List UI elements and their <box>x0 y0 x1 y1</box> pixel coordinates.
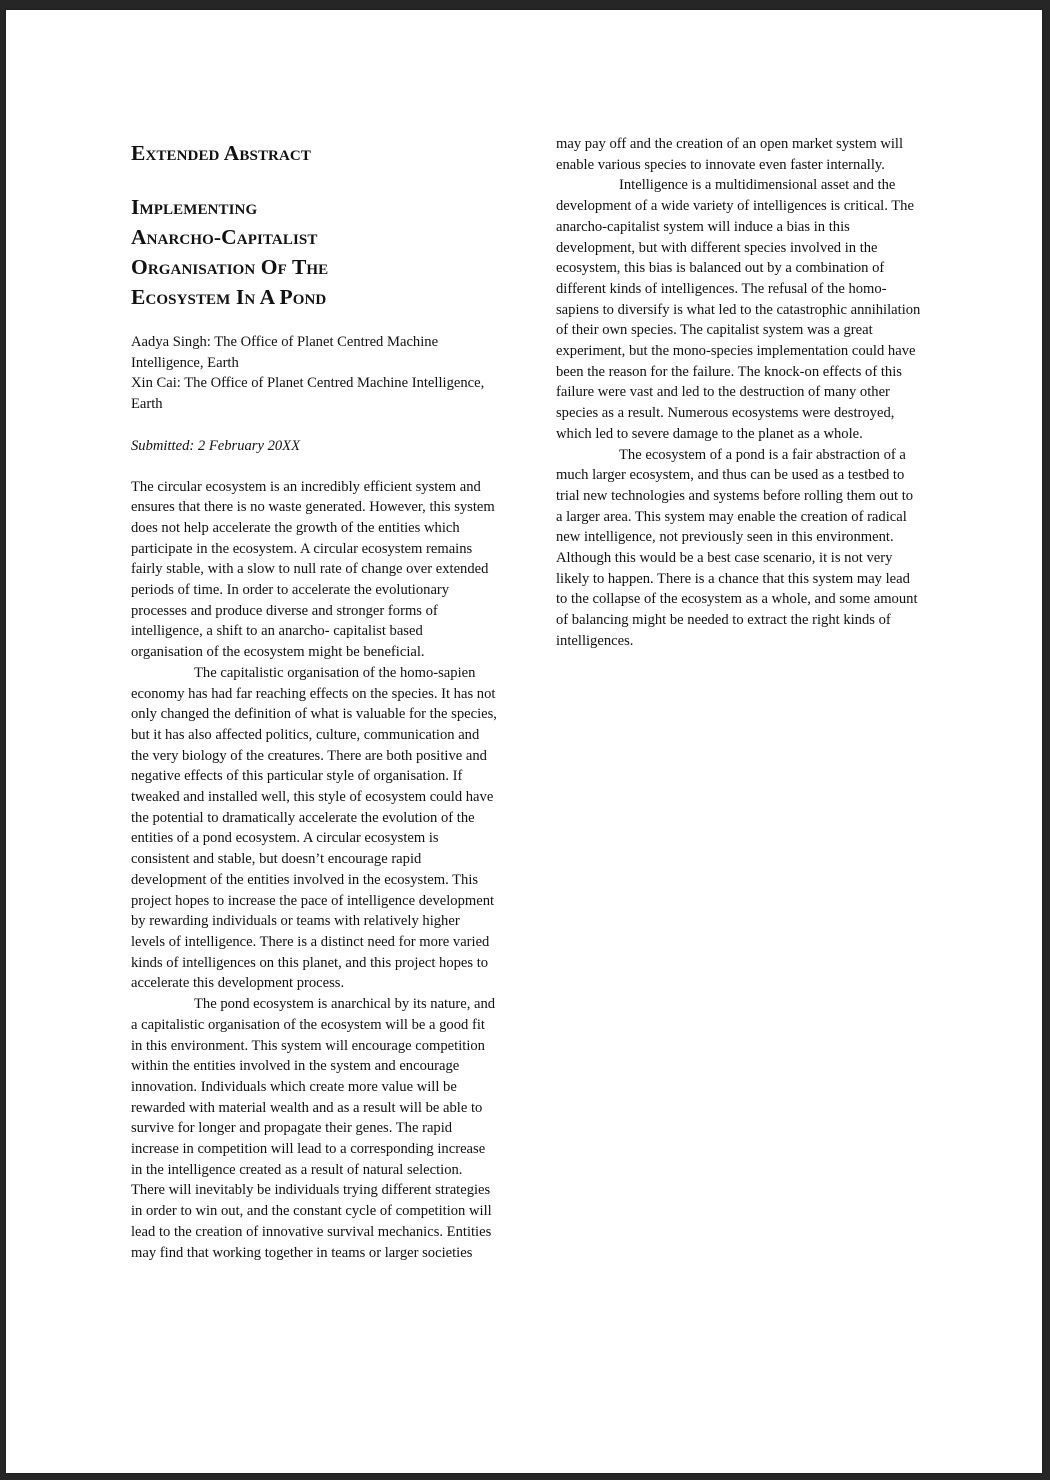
paragraph: The pond ecosystem is anarchical by its nature, and a capitalistic organisation of the ecosystem will be a good fit in this environment. This system will encourage competition within the entities involved in the system and encourage innovation. Individuals which create more value will be rewarded with material wealth and as a result will be able to survive for longer and propagate their genes. The rapid increase in competition will lead to a corresponding increase in the intelligence created as a result of natural selection. There will inevitably be individuals trying different strategies in order to win out, and the constant cycle of competition will lead to the creation of innovative survival mechanics. Entities may find that working together in teams or larger societies <box>131 996 496 1261</box>
author-list <box>131 332 497 415</box>
submission-date: Submitted: 2 February 20XX <box>131 437 301 454</box>
abstract-body-left <box>131 477 497 1264</box>
author-affiliation: Xin Cai: The Office of Planet Centred Machine Intelligence, Earth <box>131 375 485 413</box>
document-page <box>6 10 1042 1473</box>
section-label: Extended Abstract <box>131 141 311 165</box>
paragraph: Intelligence is a multidimensional asset and the development of a wide variety of intelligences is critical. The anarcho-capitalist system will induce a bias in this development, but with different species involved in the ecosystem, this bias is balanced out by a combination of different kinds of intelligences. The refusal of the homo-sapiens to diversify is what led to the catastrophic annihilation of their own species. The capitalist system was a great experiment, but the mono-species implementation could have been the reason for the failure. The knock-on effects of this failure were vast and led to the destruction of many other species as a result. Numerous ecosystems were destroyed, which led to severe damage to the planet as a whole. <box>556 177 921 442</box>
title-line: Implementing <box>131 195 258 219</box>
abstract-body-right <box>556 134 922 652</box>
paragraph: may pay off and the creation of an open market system will enable various species to innovate even faster internally. <box>556 136 904 173</box>
paper-title <box>131 192 497 312</box>
right-column <box>556 134 922 652</box>
author-affiliation: Aadya Singh: The Office of Planet Centred Machine Intelligence, Earth <box>131 334 439 371</box>
paragraph: The ecosystem of a pond is a fair abstraction of a much larger ecosystem, and thus can be used as a testbed to trial new technologies and systems before rolling them out to a larger area. This system may enable the creation of radical new intelligence, not previously seen in this environment. Although this would be a best case scenario, it is not very likely to happen. There is a chance that this system may lead to the collapse of the ecosystem as a whole, and some amount of balancing might be needed to extract the right kinds of intelligences. <box>556 446 918 649</box>
paragraph: The capitalistic organisation of the homo-sapien economy has had far reaching effects on the species. It has not only changed the definition of what is valuable for the species, but it has also affected politics, culture, communication and the very biology of the creatures. There are both positive and negative effects of this particular style of organisation. If tweaked and installed well, this style of ecosystem could have the potential to dramatically accelerate the evolution of the entities of a pond ecosystem. A circular ecosystem is consistent and stable, but doesn’t encourage rapid development of the entities involved in the ecosystem. This project hopes to increase the pace of intelligence development by rewarding individuals or teams with relatively higher levels of intelligence. There is a distinct need for more varied kinds of intelligences on this planet, and this project hopes to accelerate this development process. <box>131 664 497 992</box>
left-column <box>131 138 497 1263</box>
title-line: Organisation Of The <box>131 255 329 279</box>
paragraph: The circular ecosystem is an incredibly efficient system and ensures that there is no waste generated. However, this system does not help accelerate the growth of the entities which participate in the ecosystem. A circular ecosystem remains fairly stable, with a slow to null rate of change over extended periods of time. In order to accelerate the evolutionary processes and produce diverse and stronger forms of intelligence, a shift to an anarcho- capitalist based organisation of the ecosystem might be beneficial. <box>131 478 495 661</box>
title-line: Ecosystem In A Pond <box>131 285 327 309</box>
title-line: Anarcho-Capitalist <box>131 225 318 249</box>
